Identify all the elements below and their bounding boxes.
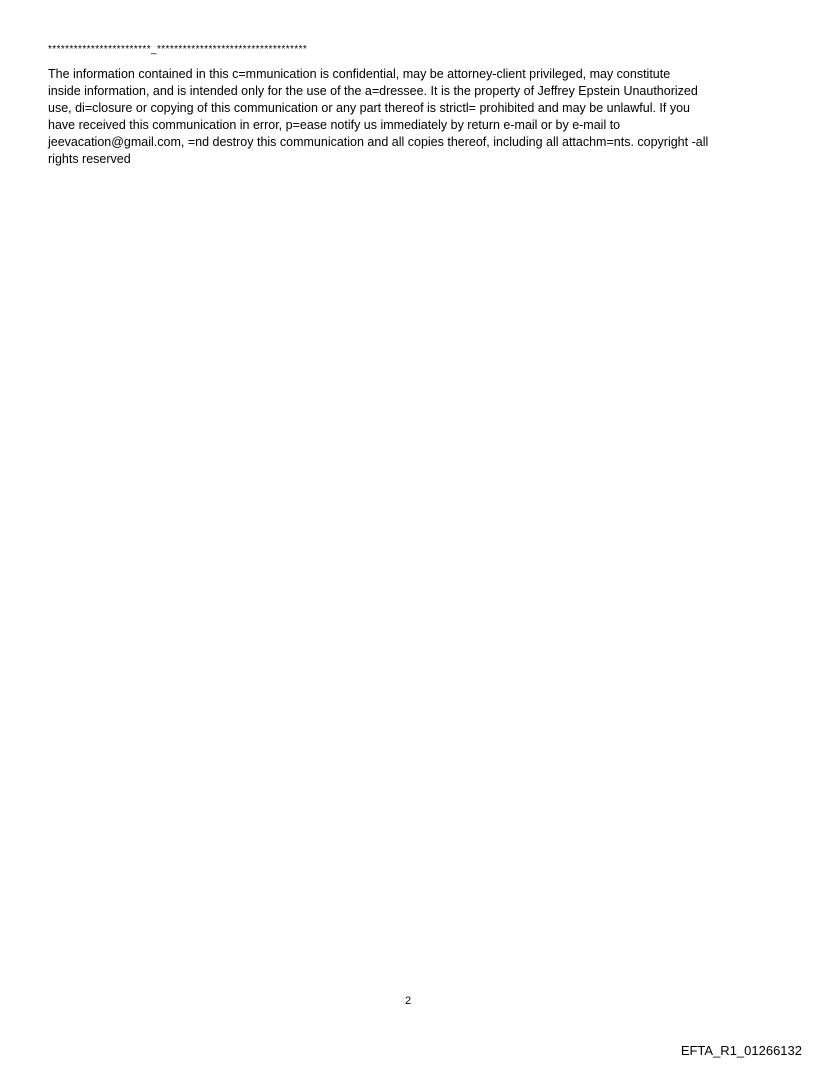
separator-line: ************************_*********************************** bbox=[48, 44, 308, 55]
disclaimer-line: have received this communication in error, p=ease notify us immediately by return e-mail or by e-mail to bbox=[48, 118, 621, 132]
disclaimer-line: use, di=closure or copying of this communication or any part thereof is strictl= prohibited and may be unlawful. If you bbox=[48, 101, 690, 115]
page-number: 2 bbox=[404, 995, 412, 1007]
disclaimer-line: The information contained in this c=mmunication is confidential, may be attorney-client privileged, may constitute bbox=[48, 67, 671, 81]
document-id: EFTA_R1_01266132 bbox=[680, 1043, 802, 1058]
confidentiality-disclaimer bbox=[48, 66, 778, 168]
disclaimer-line: rights reserved bbox=[48, 152, 131, 166]
disclaimer-line: jeevacation@gmail.com, =nd destroy this communication and all copies thereof, including all attachm=nts. copyright -all bbox=[48, 135, 709, 149]
disclaimer-line: inside information, and is intended only for the use of the a=dressee. It is the property of Jeffrey Epstein Unauthorized bbox=[48, 84, 698, 98]
